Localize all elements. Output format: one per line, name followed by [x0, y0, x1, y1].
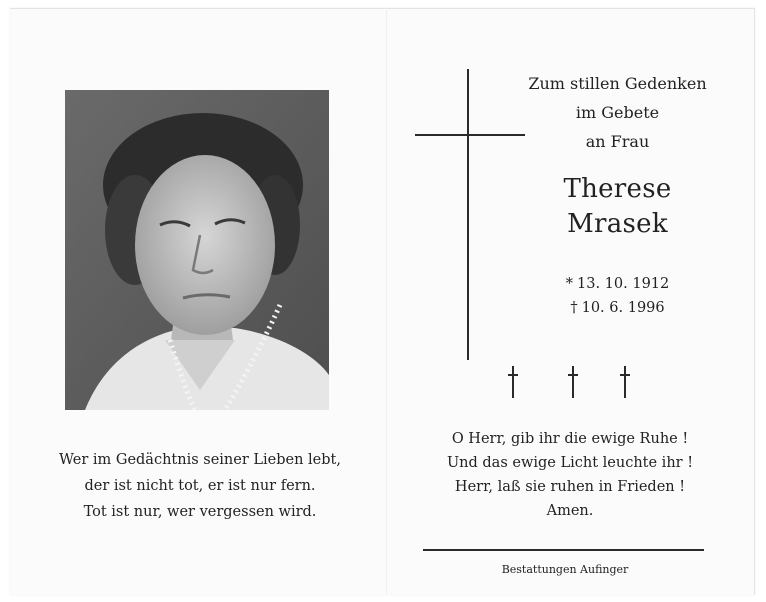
prayer-line: O Herr, gib ihr die ewige Ruhe ! [451, 431, 689, 447]
quote-line: Wer im Gedächtnis seiner Lieben lebt, [59, 452, 341, 468]
birth-date: 13. 10. 1912 [577, 276, 670, 292]
prayer-line: Amen. [546, 503, 594, 519]
prayer-text [420, 427, 720, 523]
memorial-quote [50, 447, 350, 525]
prayer-line: Herr, laß sie ruhen in Frieden ! [454, 479, 686, 495]
cross-horizontal-bar [415, 134, 525, 136]
birth-symbol: * [565, 276, 573, 292]
life-dates [515, 272, 720, 320]
memorial-heading [515, 69, 720, 156]
death-row [515, 296, 720, 320]
birth-row [515, 272, 720, 296]
funeral-home-name: Bestattungen Aufinger [501, 563, 629, 576]
card-fold [386, 8, 387, 594]
portrait-photo [65, 90, 329, 410]
heading-line: Zum stillen Gedenken [528, 74, 707, 93]
small-cross-icon [619, 366, 631, 398]
first-name: Therese [563, 174, 672, 204]
small-cross-icon [567, 366, 579, 398]
divider [423, 549, 704, 551]
heading-line: an Frau [585, 132, 650, 151]
heading-line: im Gebete [575, 103, 660, 122]
death-date: 10. 6. 1996 [581, 300, 665, 316]
quote-line: Tot ist nur, wer vergessen wird. [83, 504, 317, 520]
prayer-line: Und das ewige Licht leuchte ihr ! [446, 455, 694, 471]
small-cross-icon [507, 366, 519, 398]
quote-line: der ist nicht tot, er ist nur fern. [84, 478, 316, 494]
cross-vertical-bar [467, 69, 469, 360]
death-symbol: † [570, 300, 578, 316]
deceased-name [515, 172, 720, 242]
last-name: Mrasek [567, 209, 668, 239]
